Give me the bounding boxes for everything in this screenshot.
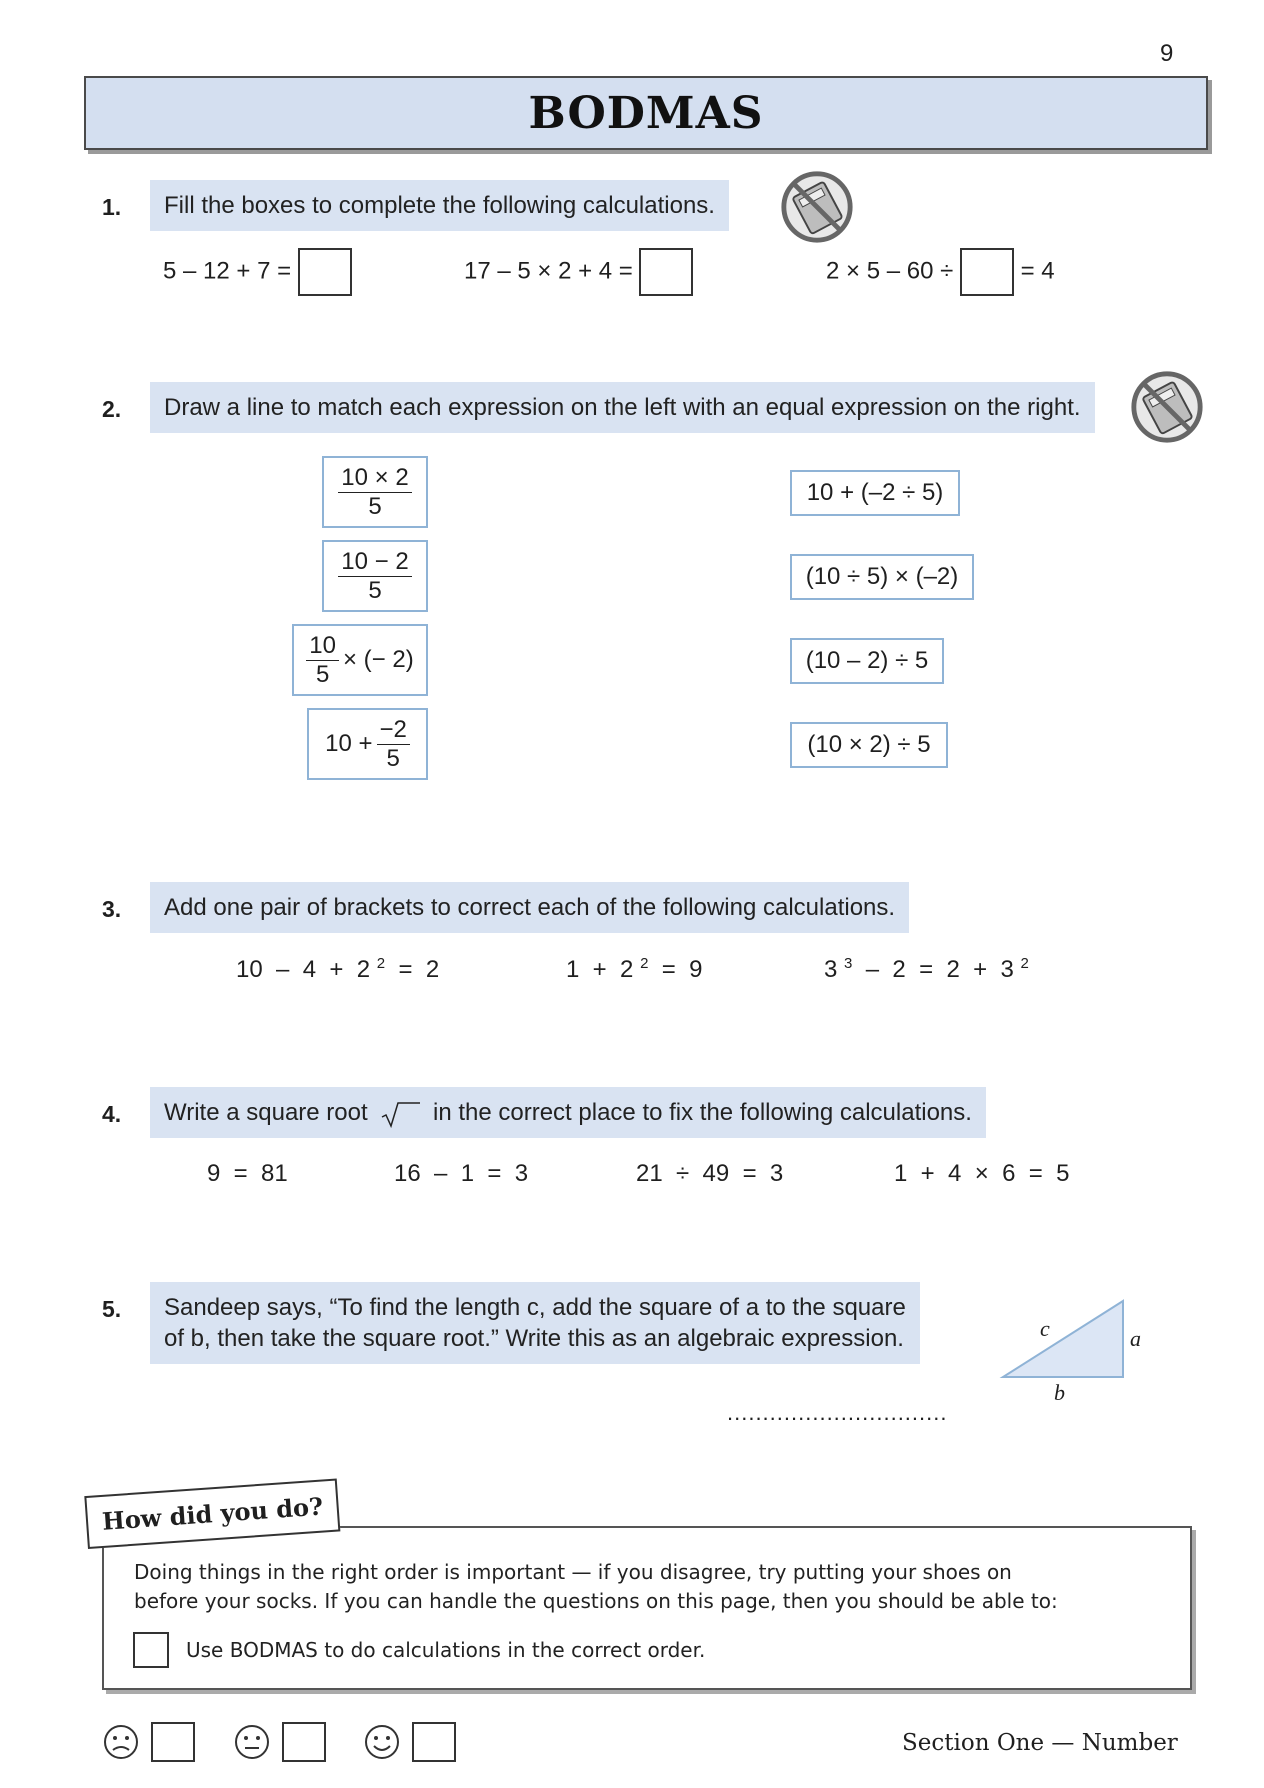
question-4-instruction: [150, 1087, 986, 1138]
right-expression-1[interactable]: 10 + (–2 ÷ 5): [790, 470, 960, 516]
no-calculator-icon: [778, 168, 856, 246]
q3-calculation-a: [236, 955, 439, 984]
q1-expression-c-result: = 4: [1020, 257, 1055, 285]
q1-expression-b-text: 17 – 5 × 2 + 4 =: [464, 257, 633, 285]
q3-a-exponent: 2: [376, 955, 386, 972]
how-did-you-do-tab: How did you do?: [84, 1478, 340, 1549]
q4-instruction-start: Write a square root: [164, 1099, 368, 1126]
question-3-number: 3.: [102, 896, 122, 922]
left-expression-2[interactable]: [322, 540, 428, 612]
happy-rating-box[interactable]: [412, 1722, 456, 1762]
expression-tail: × (− 2): [343, 646, 414, 673]
left-expression-1[interactable]: [322, 456, 428, 528]
fraction: [377, 715, 410, 772]
q3-calculation-c: [824, 955, 1029, 984]
how-did-you-do-line-1: Doing things in the right order is important — if you disagree, try putting your shoes on: [134, 1560, 1012, 1584]
q5-answer-line[interactable]: ...............................: [727, 1400, 948, 1425]
fraction: [338, 463, 411, 520]
denominator: 5: [315, 660, 330, 688]
q4-calculation-d: 1 + 4 × 6 = 5: [894, 1160, 1070, 1187]
q1-answer-box-a[interactable]: [298, 248, 352, 296]
q1-expression-a-text: 5 – 12 + 7 =: [163, 257, 292, 285]
left-expression-4[interactable]: [307, 708, 428, 780]
question-5-instruction: [150, 1282, 920, 1364]
q3-a-main: 10 – 4 + 2: [236, 956, 371, 983]
q1-answer-box-c[interactable]: [960, 248, 1014, 296]
right-triangle-diagram: [995, 1295, 1155, 1415]
q4-calculation-c: 21 ÷ 49 = 3: [636, 1160, 784, 1187]
q3-b-result: = 9: [661, 956, 703, 983]
neutral-rating-box[interactable]: [282, 1722, 326, 1762]
neutral-face-icon: [234, 1724, 270, 1760]
question-1-instruction: Fill the boxes to complete the following calculations.: [150, 180, 729, 231]
question-2-number: 2.: [102, 396, 122, 422]
right-expression-2[interactable]: (10 ÷ 5) × (–2): [790, 554, 974, 600]
q4-calculation-b: 16 – 1 = 3: [394, 1160, 529, 1187]
q1-answer-box-b[interactable]: [639, 248, 693, 296]
denominator: 5: [386, 744, 400, 772]
right-expression-3[interactable]: (10 – 2) ÷ 5: [790, 638, 944, 684]
numerator: −2: [377, 718, 410, 745]
expression-head: 10 +: [325, 730, 373, 757]
q4-instruction-end: in the correct place to fix the following calculations.: [433, 1099, 972, 1126]
triangle-label-b: b: [1054, 1380, 1065, 1405]
left-expression-3[interactable]: [292, 624, 428, 696]
q3-c-main: – 2 = 2 + 3: [865, 956, 1014, 983]
q5-line-1: Sandeep says, “To find the length c, add the square of a to the square: [164, 1294, 906, 1321]
q3-b-main: 1 + 2: [566, 956, 634, 983]
fraction: [306, 631, 339, 688]
q1-expression-b: [464, 248, 693, 296]
happy-face-icon: [364, 1724, 400, 1760]
title-bar: [84, 76, 1208, 150]
sad-rating-box[interactable]: [151, 1722, 195, 1762]
how-did-you-do-text: [134, 1558, 1058, 1616]
question-2-instruction: Draw a line to match each expression on the left with an equal expression on the right.: [150, 382, 1095, 433]
q3-calculation-b: [566, 955, 702, 984]
numerator: 10 × 2: [338, 466, 411, 493]
denominator: 5: [368, 576, 382, 604]
q3-c-exponent: 3: [844, 955, 853, 972]
triangle-label-a: a: [1130, 1326, 1141, 1351]
numerator: 10 − 2: [338, 550, 411, 577]
right-expression-4[interactable]: (10 × 2) ÷ 5: [790, 722, 948, 768]
checklist-checkbox[interactable]: [133, 1632, 169, 1668]
q4-calculation-a: 9 = 81: [207, 1160, 288, 1187]
question-5-number: 5.: [102, 1296, 122, 1322]
q1-expression-c-text: 2 × 5 – 60 ÷: [826, 257, 954, 285]
q3-c-exponent-2: 2: [1020, 955, 1029, 972]
question-3-instruction: Add one pair of brackets to correct each of the following calculations.: [150, 882, 909, 933]
triangle-label-c: c: [1040, 1316, 1050, 1341]
square-root-icon: [380, 1100, 420, 1128]
q1-expression-c: [826, 248, 1055, 296]
q5-line-2: of b, then take the square root.” Write this as an algebraic expression.: [164, 1325, 904, 1352]
q3-b-exponent: 2: [640, 955, 649, 972]
q1-expression-a: [163, 248, 352, 296]
footer-section-label: Section One — Number: [902, 1730, 1178, 1756]
sad-face-icon: [103, 1724, 139, 1760]
question-1-number: 1.: [102, 194, 122, 220]
checklist-item-label: Use BODMAS to do calculations in the correct order.: [186, 1638, 706, 1662]
numerator: 10: [306, 634, 339, 661]
how-did-you-do-line-2: before your socks. If you can handle the questions on this page, then you should be able to:: [134, 1589, 1058, 1613]
page-title: BODMAS: [528, 88, 764, 139]
q3-c-base: 3: [824, 956, 838, 983]
denominator: 5: [368, 492, 382, 520]
q3-a-result: = 2: [398, 956, 440, 983]
no-calculator-icon: [1128, 368, 1206, 446]
fraction: [338, 547, 411, 604]
page-number: 9: [1160, 40, 1174, 67]
question-4-number: 4.: [102, 1101, 122, 1127]
